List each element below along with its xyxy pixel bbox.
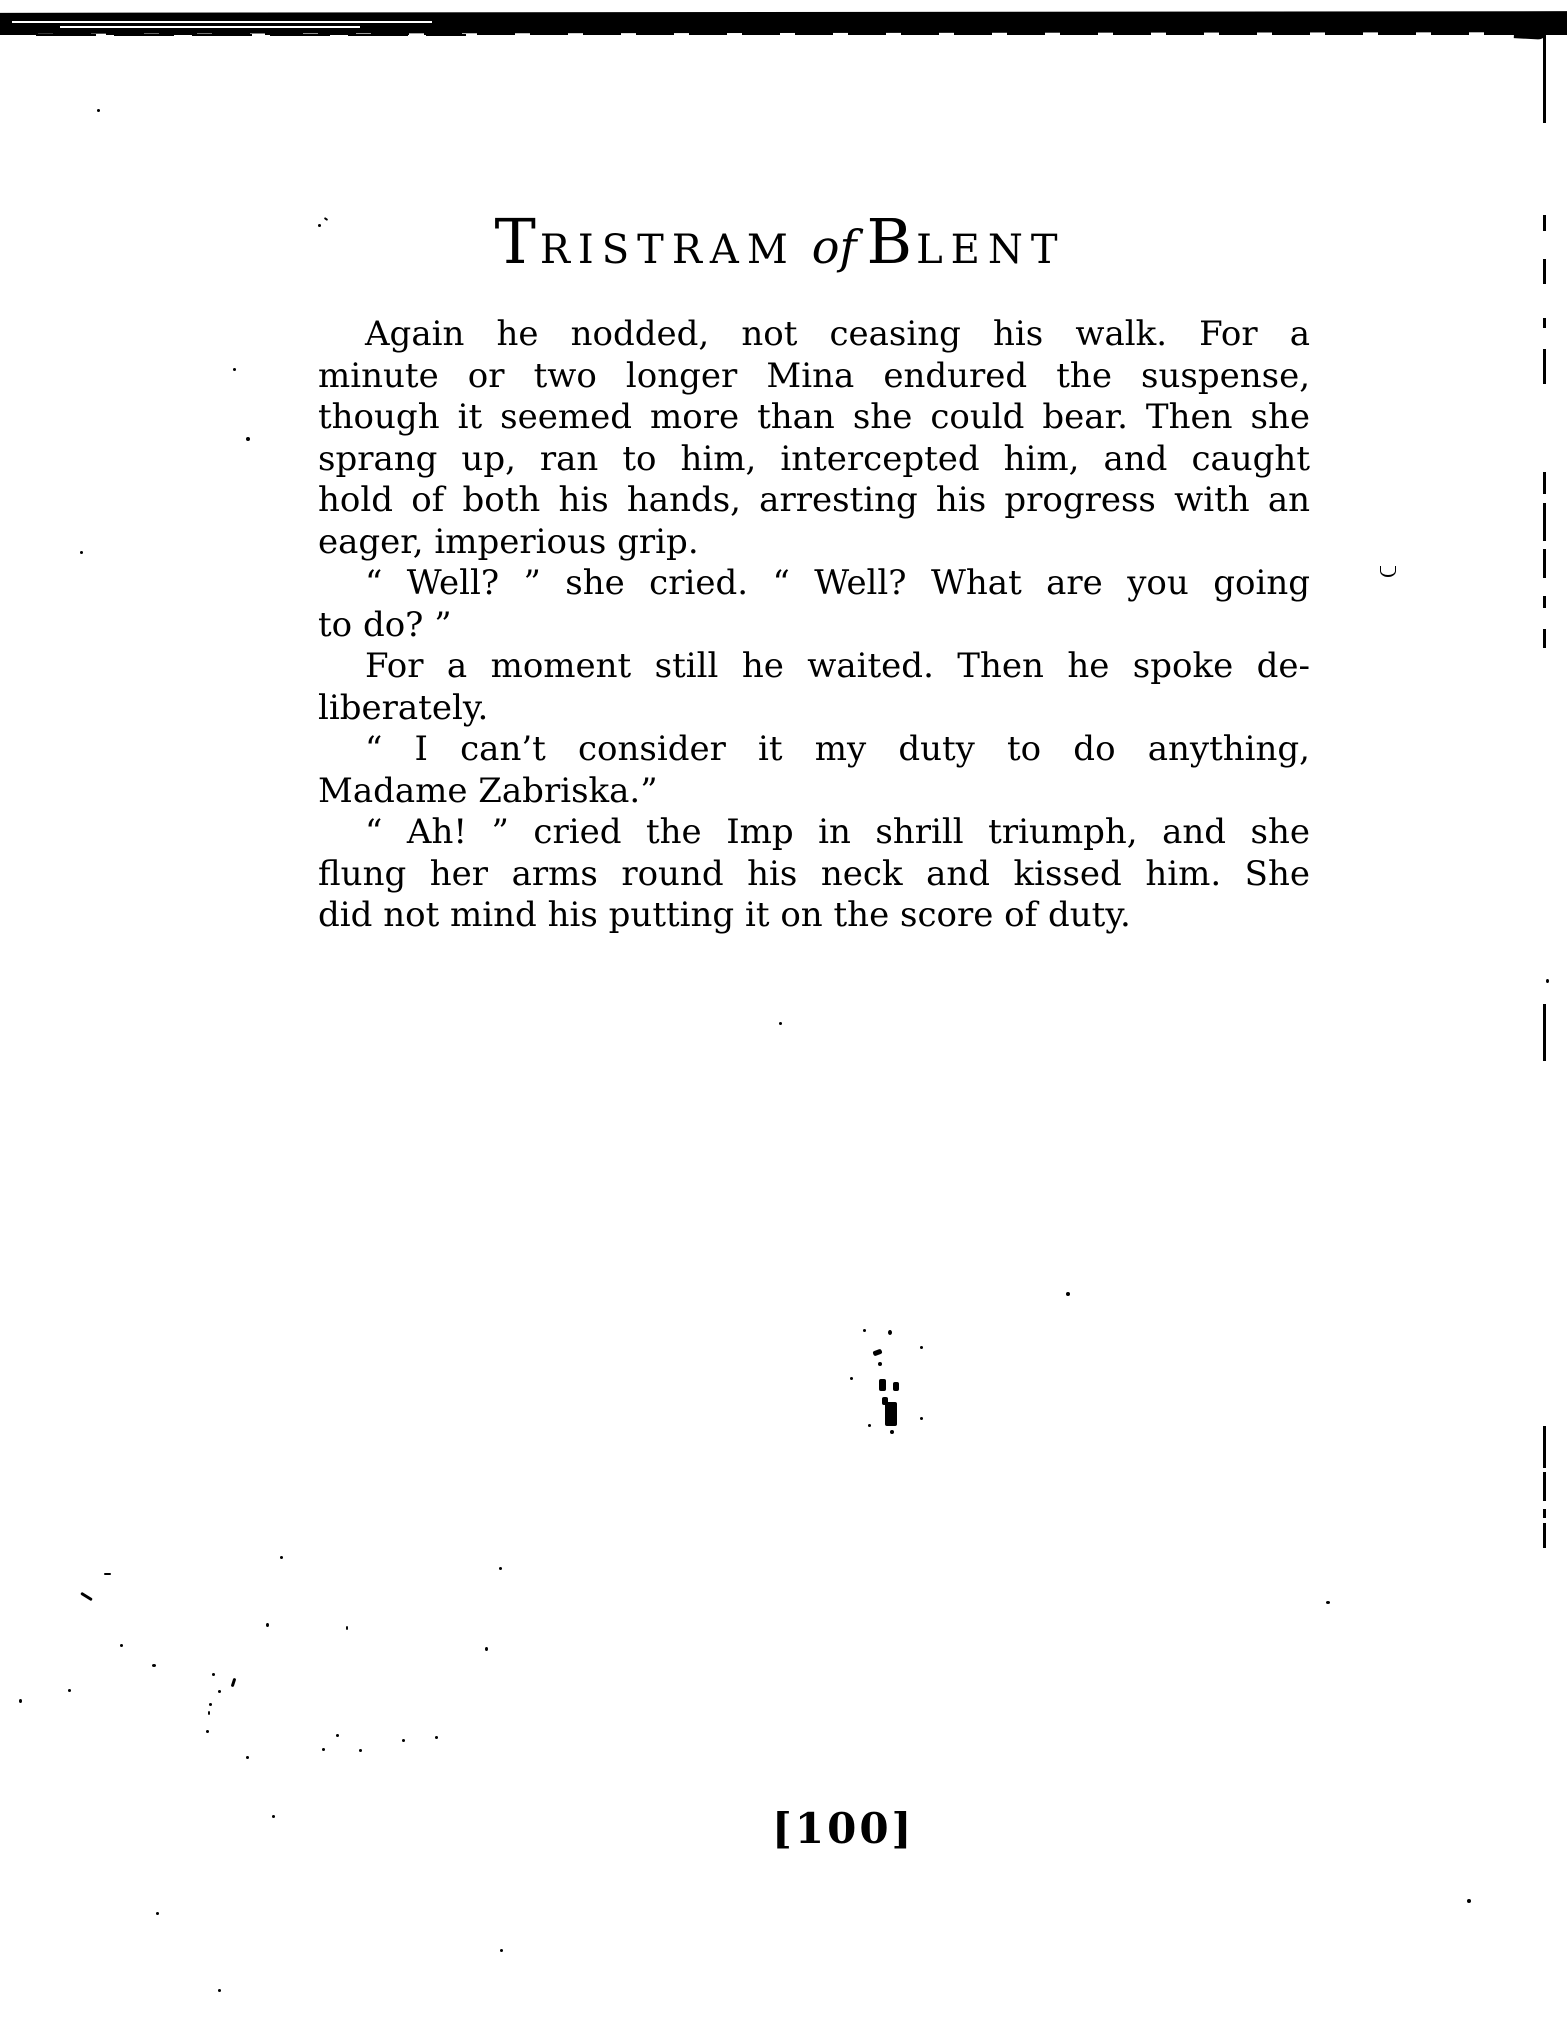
text-line: “ Well? ” she cried. “ Well? What are you going: [365, 563, 1310, 603]
scan-artifact-white-streak: [12, 21, 432, 23]
title-word1-rest: RISTRAM: [539, 227, 796, 273]
text-line: liberately.: [318, 687, 489, 728]
text-line: though it seemed more than she could bear. Then she: [318, 397, 1310, 437]
title-connector-of: of: [811, 220, 857, 274]
scan-artifact-white-streak: [60, 26, 360, 28]
text-line: sprang up, ran to him, intercepted him, and caught: [318, 438, 1310, 479]
text-line: eager, imperious grip.: [318, 521, 699, 562]
text-line: Again he nodded, not ceasing his walk. For a: [365, 314, 1310, 354]
title-initial-t: T: [494, 205, 540, 278]
title-initial-b: B: [866, 205, 917, 278]
text-line: to do? ”: [318, 604, 452, 645]
text-line: hold of both his hands, arresting his progress with an: [318, 480, 1310, 520]
scan-artifact-breve-mark: [1380, 566, 1396, 577]
text-line: flung her arms round his neck and kissed him. She: [318, 853, 1310, 894]
running-title: [284, 205, 1276, 278]
text-line: did not mind his putting it on the score of duty.: [318, 895, 1131, 935]
body-text: [318, 314, 1310, 937]
page-number: [100]: [772, 1804, 915, 1853]
text-line: “ Ah! ” cried the Imp in shrill triumph, and she: [365, 812, 1310, 852]
text-line: For a moment still he waited. Then he spoke de-: [365, 646, 1310, 686]
scan-artifact-underline: [36, 34, 466, 36]
text-line: Madame Zabriska.”: [318, 770, 658, 811]
text-line: minute or two longer Mina endured the suspense,: [318, 355, 1310, 396]
title-word2-rest: LENT: [916, 227, 1066, 273]
text-line: “ I can’t consider it my duty to do anything,: [365, 729, 1310, 769]
